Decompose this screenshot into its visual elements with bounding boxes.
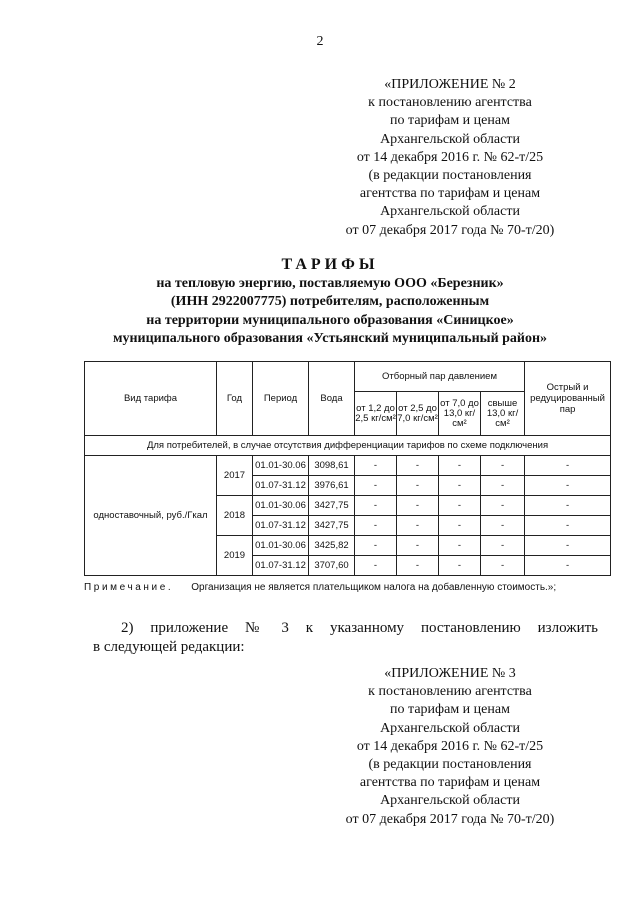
header-year: Год	[217, 362, 253, 436]
water-cell: 3425,82	[309, 536, 355, 556]
appendix-line: от 07 декабря 2017 года № 70-т/20)	[345, 811, 555, 827]
value-cell: -	[355, 476, 397, 496]
title-line: на территории муниципального образования «Синицкое»	[146, 312, 514, 328]
year-cell: 2017	[217, 456, 253, 496]
page-number: 2	[316, 34, 324, 49]
value-cell: -	[397, 476, 439, 496]
document-title	[70, 256, 590, 349]
appendix-line: «ПРИЛОЖЕНИЕ № 2	[384, 77, 516, 92]
paragraph-line: в следующей редакции:	[93, 639, 245, 655]
appendix-line: к постановлению агентства	[368, 95, 532, 111]
value-cell: -	[439, 456, 481, 476]
appendix-line: от 14 декабря 2016 г. № 62-т/25	[356, 149, 544, 165]
header-sharp-steam: Острый и редуцированный пар	[525, 362, 611, 436]
header-steam-col: свыше 13,0 кг/см²	[481, 392, 525, 436]
water-cell: 3098,61	[309, 456, 355, 476]
year-cell: 2019	[217, 536, 253, 576]
title-heading: ТАРИФЫ	[281, 256, 379, 273]
appendix-line: Архангельской области	[380, 131, 520, 147]
header-steam-col: от 1,2 до 2,5 кг/см²	[355, 392, 397, 436]
title-line: (ИНН 2922007775) потребителям, расположенным	[170, 294, 490, 309]
value-cell: -	[525, 516, 611, 536]
water-cell: 3427,75	[309, 516, 355, 536]
period-cell: 01.01-30.06	[253, 496, 309, 516]
value-cell: -	[355, 516, 397, 536]
water-cell: 3707,60	[309, 556, 355, 576]
period-cell: 01.07-31.12	[253, 556, 309, 576]
appendix-line: от 14 декабря 2016 г. № 62-т/25	[356, 738, 544, 754]
appendix-line: «ПРИЛОЖЕНИЕ № 3	[384, 666, 516, 681]
note-text: Организация не является плательщиком налога на добавленную стоимость.»;	[191, 582, 557, 593]
period-cell: 01.01-30.06	[253, 456, 309, 476]
period-cell: 01.01-30.06	[253, 536, 309, 556]
value-cell: -	[397, 496, 439, 516]
year-cell: 2018	[217, 496, 253, 536]
appendix-line: Архангельской области	[380, 793, 520, 809]
header-steam-col: от 2,5 до 7,0 кг/см²	[397, 392, 439, 436]
appendix-2-header	[330, 76, 570, 240]
value-cell: -	[355, 556, 397, 576]
value-cell: -	[525, 556, 611, 576]
tariff-name: одноставочный, руб./Гкал	[85, 456, 217, 576]
title-line: муниципального образования «Устьянский муниципальный район»	[112, 331, 548, 346]
period-cell: 01.07-31.12	[253, 476, 309, 496]
value-cell: -	[439, 496, 481, 516]
value-cell: -	[481, 476, 525, 496]
header-tariff-type: Вид тарифа	[85, 362, 217, 436]
value-cell: -	[439, 536, 481, 556]
header-steam-group: Отборный пар давлением	[355, 362, 525, 392]
value-cell: -	[397, 516, 439, 536]
appendix-line: Архангельской области	[380, 204, 520, 220]
value-cell: -	[481, 556, 525, 576]
value-cell: -	[525, 456, 611, 476]
water-cell: 3976,61	[309, 476, 355, 496]
value-cell: -	[397, 556, 439, 576]
appendix-line: Архангельской области	[380, 720, 520, 736]
water-cell: 3427,75	[309, 496, 355, 516]
appendix-line: (в редакции постановления	[368, 168, 532, 184]
body-paragraph	[93, 619, 598, 657]
header-period: Период	[253, 362, 309, 436]
value-cell: -	[481, 456, 525, 476]
value-cell: -	[525, 476, 611, 496]
appendix-line: агентства по тарифам и ценам	[359, 186, 541, 202]
value-cell: -	[439, 516, 481, 536]
value-cell: -	[525, 536, 611, 556]
value-cell: -	[397, 536, 439, 556]
appendix-line: (в редакции постановления	[368, 757, 532, 773]
paragraph-line: 2) приложение № 3 к указанному постановлению изложить	[121, 620, 598, 636]
tariff-table	[84, 361, 611, 576]
value-cell: -	[355, 536, 397, 556]
appendix-line: по тарифам и ценам	[390, 113, 510, 129]
title-line: на тепловую энергию, поставляемую ООО «Березник»	[156, 275, 504, 291]
appendix-line: от 07 декабря 2017 года № 70-т/20)	[345, 222, 555, 238]
appendix-line: агентства по тарифам и ценам	[359, 775, 541, 791]
appendix-line: по тарифам и ценам	[390, 702, 510, 718]
value-cell: -	[481, 496, 525, 516]
note-label: Примечание.	[84, 582, 174, 593]
value-cell: -	[481, 536, 525, 556]
appendix-3-header	[330, 665, 570, 829]
header-steam-col: от 7,0 до 13,0 кг/см²	[439, 392, 481, 436]
header-water: Вода	[309, 362, 355, 436]
value-cell: -	[355, 496, 397, 516]
value-cell: -	[355, 456, 397, 476]
value-cell: -	[525, 496, 611, 516]
value-cell: -	[439, 556, 481, 576]
value-cell: -	[481, 516, 525, 536]
period-cell: 01.07-31.12	[253, 516, 309, 536]
value-cell: -	[439, 476, 481, 496]
appendix-line: к постановлению агентства	[368, 684, 532, 700]
group-label: Для потребителей, в случае отсутствия дифференциации тарифов по схеме подключения	[85, 436, 611, 456]
value-cell: -	[397, 456, 439, 476]
table-note	[84, 582, 614, 593]
